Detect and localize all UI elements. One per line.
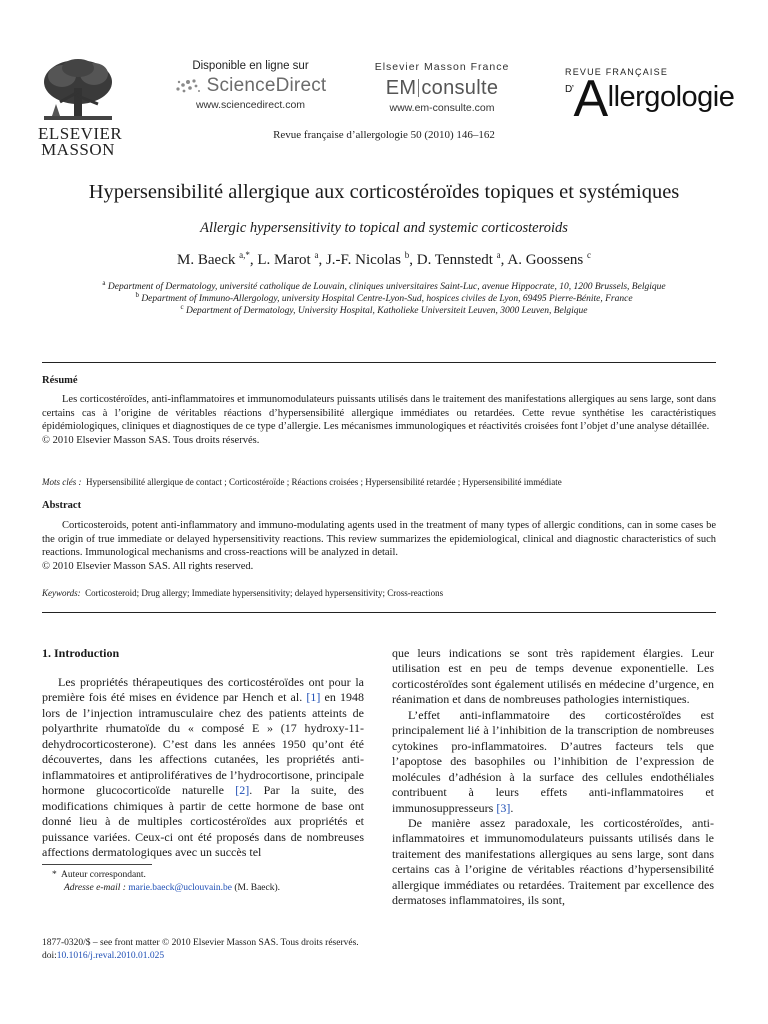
abstract-body: [42, 519, 716, 573]
author-mark[interactable]: a,*: [239, 250, 250, 260]
journal-logo-big-letter: A: [573, 70, 608, 128]
publisher-line2: MASSON: [41, 140, 115, 159]
affiliation-mark: b: [135, 291, 139, 299]
em-consulte-logo: [372, 77, 512, 100]
footnote-line-1: [42, 869, 364, 882]
affiliation-text: Department of Dermatology, université catholique de Louvain, cliniques universitaires Saint-Luc, avenue Hippocrate, 10, 1200 Brussels, Belgique: [107, 282, 666, 293]
resume-heading: Résumé: [42, 375, 78, 386]
footnote-star: *: [52, 870, 57, 880]
text-run: Les propriétés thérapeutiques des corticostéroïdes ont pour la première fois été mises en évidence par Hench et al.: [42, 675, 364, 705]
email-link[interactable]: marie.baeck@uclouvain.be: [128, 883, 232, 893]
email-owner: (M. Baeck).: [234, 883, 281, 893]
abstract-text: Corticosteroids, potent anti-inflammatory and immuno-modulating agents used in the treatment of many types of allergic conditions, can in some cases be the origin of true immediate or delayed hypersensitivity reactions. This review summarizes the epidemiological, clinical and diagnostic characteristics of such reactions. Immunological mechanisms and cross-reactions will be analyzed in detail.: [42, 520, 716, 558]
journal-logo-top: REVUE FRANÇAISE: [565, 67, 669, 77]
article-title-en: Allergic hypersensitivity to topical and systemic corticosteroids: [200, 220, 568, 236]
author-sep: ,: [409, 252, 417, 268]
intro-paragraph-3: De manière assez paradoxale, les corticostéroïdes, anti-inflammatoires et immunomodulateurs puissants utilisés dans le traitement des manifestations allergiques au sens large, sont dans certains cas à l’origine de véritables réactions d’hypersensibilité allergique immédiates ou retardées. Traitement par excellence des dermatoses inflammatoires, ils sont,: [392, 815, 714, 908]
journal-logo: [565, 67, 735, 128]
text-run: .: [510, 800, 514, 815]
em-publisher-text: Elsevier Masson France: [374, 61, 510, 73]
article-title-fr: Hypersensibilité allergique aux corticostéroïdes topiques et systémiques: [88, 181, 680, 203]
author-name[interactable]: M. Baeck: [177, 252, 236, 268]
doi-line: [42, 950, 359, 963]
footnote-line-2: [42, 882, 364, 895]
author-sep: ,: [318, 252, 326, 268]
affiliation-c: [0, 303, 768, 316]
author-mark[interactable]: c: [586, 250, 591, 260]
text-run: . Par la suite, des modifications chimiques à partir de cette hormone de base ont donné lieu à de multiples corticostéroïdes aux propriétés et puissance variées. Ceux-ci ont été proposés dans de nombreuses affections dermatologiques avec un succès tel: [42, 783, 364, 859]
sciencedirect-wordmark: ScienceDirect: [206, 75, 327, 96]
em-logo-divider: [418, 79, 419, 97]
keywords-values: Hypersensibilité allergique de contact ; Corticostéroïde ; Réactions croisées ; Hypersensibilité retardée ; Hypersensibilité immédiate: [86, 477, 562, 487]
body-column-left: [42, 646, 364, 860]
section-heading: 1. Introduction: [42, 646, 120, 660]
em-logo-right: consulte: [421, 77, 499, 99]
elsevier-logo: [38, 58, 123, 159]
intro-paragraph-1: [42, 675, 364, 860]
issn-footer: [42, 937, 359, 963]
resume-copyright: © 2010 Elsevier Masson SAS. Tous droits réservés.: [42, 434, 260, 446]
abstract-heading: Abstract: [42, 500, 82, 511]
elsevier-tree-icon: [38, 58, 118, 124]
divider-bottom: [42, 612, 716, 613]
journal-citation: Revue française d’allergologie 50 (2010) 146–162: [273, 129, 495, 141]
author-name[interactable]: J.-F. Nicolas: [325, 252, 401, 268]
citation-link[interactable]: [3]: [496, 800, 511, 815]
keywords-label: Keywords:: [42, 588, 81, 598]
text-run: L’effet anti-inflammatoire des corticostéroïdes est principalement lié à l’inhibition de la transcription de nombreuses cytokines pro-inflammatoires. D’autres facteurs tels que l’apoptose des basophiles ou l’inhibition de l’expression de molécules d’adhésion à la surface des cellules endothéliales contribuent à leurs effets anti-inflammatoires et immunosuppresseurs: [392, 707, 714, 815]
em-logo-left: EM: [385, 77, 417, 99]
author-sep: ,: [249, 252, 258, 268]
intro-paragraph-cont: que leurs indications se sont très rapidement élargies. Leur utilisation est en peu de temps devenue exponentielle. Les corticostéroïdes sont également utilisés en médecine d’urgence, en réanimation et dans de nombreuses pathologies internistiques.: [392, 646, 714, 707]
sciencedirect-dots-icon: [175, 77, 201, 95]
author-mark[interactable]: b: [404, 250, 410, 260]
affiliation-text: Department of Dermatology, University Hospital, Katholieke Universiteit Leuven, 3000 Leuven, Belgique: [185, 306, 588, 317]
em-url-link[interactable]: www.em-consulte.com: [389, 102, 495, 114]
author-name[interactable]: D. Tennstedt: [416, 252, 493, 268]
divider-top: [42, 362, 716, 363]
email-label: Adresse e-mail :: [64, 883, 126, 893]
author-name[interactable]: A. Goossens: [507, 252, 584, 268]
issn-line: 1877-0320/$ – see front matter © 2010 Elsevier Masson SAS. Tous droits réservés.: [42, 938, 359, 948]
author-mark[interactable]: a: [496, 250, 501, 260]
em-consulte-block[interactable]: [372, 61, 512, 114]
sciencedirect-block[interactable]: [168, 60, 333, 111]
intro-paragraph-2: [392, 708, 714, 816]
author-list: [0, 250, 768, 269]
citation-link[interactable]: [2]: [235, 783, 250, 798]
affiliation-mark: c: [180, 303, 184, 311]
resume-keywords: [42, 477, 716, 487]
footnote: [42, 869, 364, 895]
sd-available-text: Disponible en ligne sur: [192, 60, 309, 72]
affiliation-mark: a: [102, 279, 106, 287]
affiliation-text: Department of Immuno-Allergology, university Hospital Centre-Lyon-Sud, hospices civiles de Lyon, 69495 Pierre-Bénite, France: [141, 294, 633, 305]
journal-logo-rest: llergologie: [607, 81, 735, 113]
author-sep: ,: [500, 252, 508, 268]
sd-url-link[interactable]: www.sciencedirect.com: [195, 99, 306, 111]
citation-link[interactable]: [1]: [306, 690, 321, 705]
abstract-copyright: © 2010 Elsevier Masson SAS. All rights reserved.: [42, 560, 254, 572]
body-column-right: [392, 646, 714, 909]
publisher-line1: ELSEVIER: [38, 124, 123, 143]
resume-body: [42, 393, 716, 447]
journal-logo-prefix: D’: [565, 84, 574, 95]
doi-link[interactable]: 10.1016/j.reval.2010.01.025: [56, 951, 165, 961]
footnote-text: Auteur correspondant.: [60, 870, 146, 880]
abstract-keywords: [42, 588, 716, 598]
text-run: en 1948 lors de l’injection intramusculaire chez des patients atteints de polyarthrite rhumatoïde du « composé E » (17 hydroxy-11-dehydrocorticosterone). C’est dans les années 1950 qu’ont été découvertes, dans les affections cutanées, les propriétés anti-inflammatoires et antiprolifératives de l’hydrocortisone, principale hormone glucocorticoïde naturelle: [42, 690, 365, 798]
author-mark[interactable]: a: [314, 250, 319, 260]
resume-text: Les corticostéroïdes, anti-inflammatoires et immunomodulateurs puissants utilisés dans le traitement des manifestations allergiques au sens large, sont dans certains cas à l’origine de véritables réactions d’hypersensibilité allergique immédiates ou retardées. Cette revue synthétise les caractéristiques épidémiologiques, cliniques et diagnostiques de ce type d’allergie. Les mécanismes immunologiques et réactivités croisées font l’objet d’une analyse détaillée.: [42, 394, 716, 432]
author-name[interactable]: L. Marot: [257, 252, 311, 268]
doi-label: doi:: [42, 951, 57, 961]
keywords-values: Corticosteroid; Drug allergy; Immediate hypersensitivity; delayed hypersensitivity; Cross-reactions: [85, 588, 444, 598]
sciencedirect-logo: [168, 75, 333, 97]
keywords-label: Mots clés :: [42, 477, 82, 487]
footnote-rule: [42, 864, 152, 865]
